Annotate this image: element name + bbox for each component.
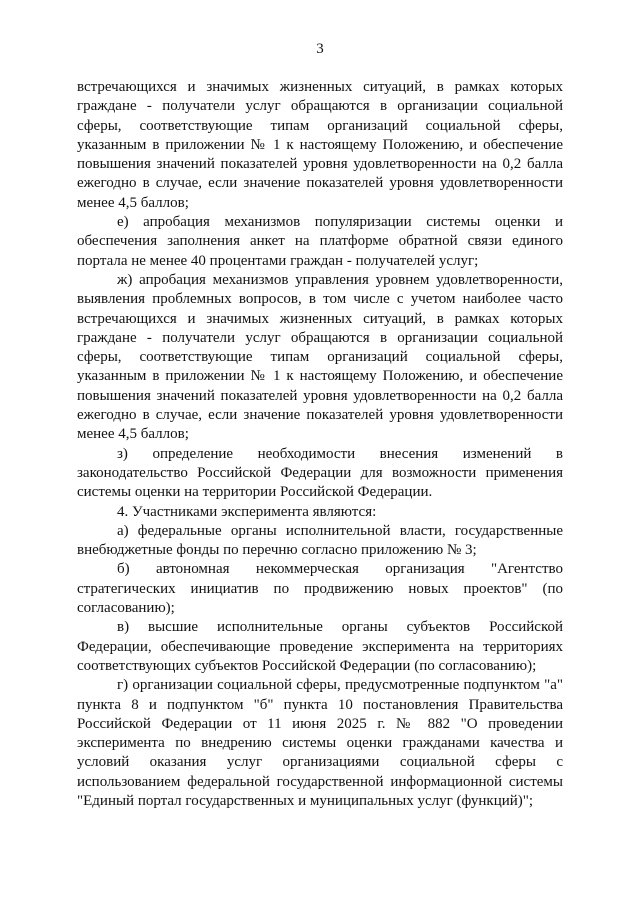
paragraph-item-e: е) апробация механизмов популяризации системы оценки и обеспечения заполнения анкет на платформе обратной связи единого портала не менее 40 процентами граждан - получателей услуг; <box>77 214 563 269</box>
paragraph-continuation: встречающихся и значимых жизненных ситуаций, в рамках которых граждане - получатели услуг обращаются в организации социальной сферы, соответствующие типам организаций социальной сферы, указанным в приложении № 1 к настоящему Положению, и обеспечение повышения значений показателей уровня удовлетворенности на 0,2 балла ежегодно в случае, если значение показателей уровня удовлетворенности менее 4,5 баллов; <box>77 79 563 211</box>
page-number: 3 <box>316 41 324 57</box>
paragraph-item-zh: ж) апробация механизмов управления уровнем удовлетворенности, выявления проблемных вопросов, в том числе с учетом наиболее часто встречающихся и значимых жизненных ситуаций, в рамках которых граждане - получатели услуг обращаются в организации социальной сферы, соответствующие типам организаций социальной сферы, указанным в приложении № 1 к настоящему Положению, и обеспечение повышения значений показателей уровня удовлетворенности на 0,2 балла ежегодно в случае, если значение показателей уровня удовлетворенности менее 4,5 баллов; <box>77 271 563 443</box>
paragraph-item-z: з) определение необходимости внесения изменений в законодательство Российской Федерации для возможности применения системы оценки на территории Российской Федерации. <box>77 445 563 501</box>
paragraph-item-a: а) федеральные органы исполнительной власти, государственные внебюджетные фонды по перечню согласно приложению № 3; <box>77 522 563 559</box>
paragraph-item-b: б) автономная некоммерческая организация "Агентство стратегических инициатив по продвижению новых проектов" (по согласованию); <box>77 561 563 617</box>
paragraph-item-g: г) организации социальной сферы, предусмотренные подпунктом "а" пункта 8 и подпунктом "б" пункта 10 постановления Правительства Российской Федерации от 11 июня 2025 г. № 882 "О проведении эксперимента по внедрению системы оценки гражданами качества и условий оказания услуг организациями социальной сферы с использованием федеральной государственной информационной системы "Единый портал государственных и муниципальных услуг (функций)"; <box>77 677 563 809</box>
document-body <box>77 78 563 811</box>
paragraph-section-4: 4. Участниками эксперимента являются: <box>117 503 377 520</box>
paragraph-item-v: в) высшие исполнительные органы субъектов Российской Федерации, обеспечивающие проведение эксперимента на территориях соответствующих субъектов Российской Федерации (по согласованию); <box>77 619 563 674</box>
